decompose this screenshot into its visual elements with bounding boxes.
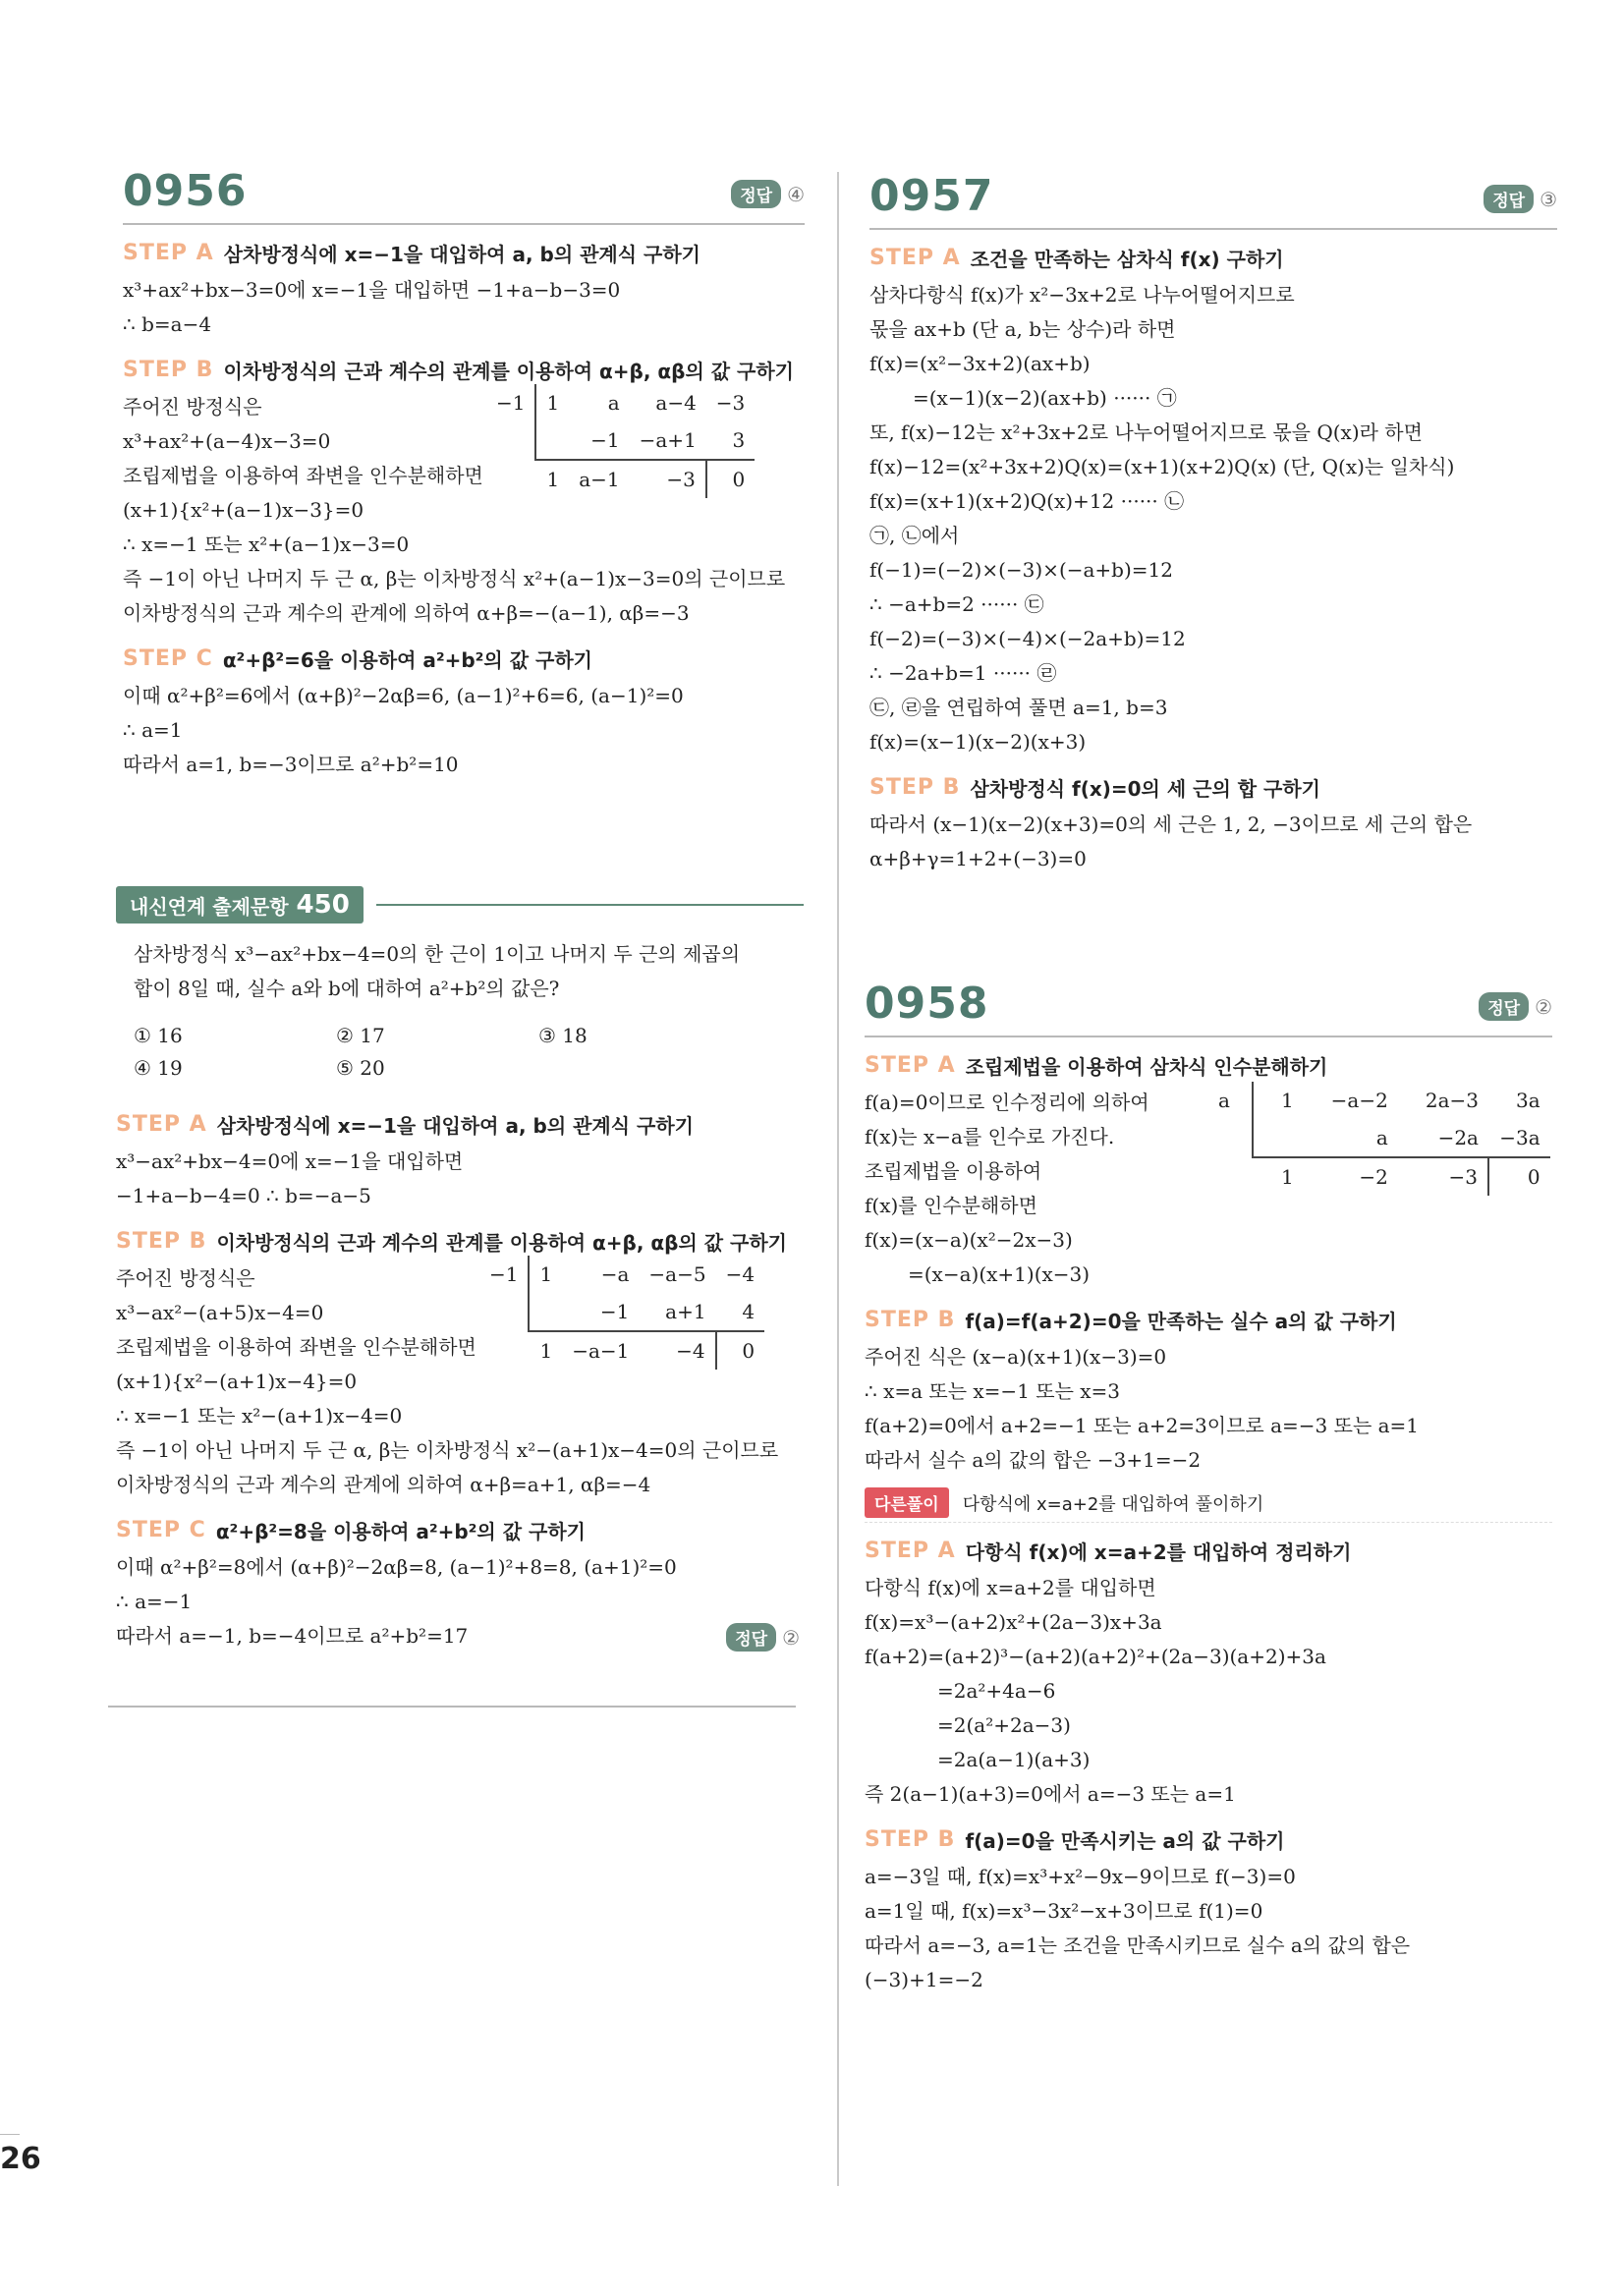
synth-cell: −1 <box>569 421 629 460</box>
solution-line: 이때 α²+β²=8에서 (α+β)²−2αβ=8, (a−1)²+8=8, (a+1)²=0 <box>116 1555 677 1579</box>
step-b-body <box>116 1261 804 1502</box>
solution-line: 따라서 (x−1)(x−2)(x+3)=0의 세 근은 1, 2, −3이므로 세 근의 합은 <box>869 812 1473 836</box>
synth-cell: −3 <box>1398 1157 1488 1196</box>
solution-line: ㉠, ㉡에서 <box>869 524 960 547</box>
solution-line: x³−ax²+bx−4=0에 x=−1을 대입하면 <box>116 1149 464 1173</box>
solution-line: 따라서 a=−3, a=1는 조건을 만족시키므로 실수 a의 값의 합은 <box>865 1933 1411 1957</box>
step-c <box>116 1516 804 1544</box>
step-a <box>123 239 805 267</box>
step-b-body <box>123 390 805 631</box>
solution-line: f(x)=(x+1)(x+2)Q(x)+12 ······ ㉡ <box>869 489 1185 513</box>
step-title: 삼차방정식에 x=−1을 대입하여 a, b의 관계식 구하기 <box>223 243 700 266</box>
synth-root: a <box>1208 1082 1253 1119</box>
synth-cell <box>1253 1119 1304 1157</box>
related-problem-section <box>116 886 804 1653</box>
solution-line: 주어진 방정식은 <box>116 1266 255 1290</box>
choice-item: ④ 19 <box>134 1056 183 1080</box>
solution-line: a=−3일 때, f(x)=x³+x²−9x−9이므로 f(−3)=0 <box>865 1865 1296 1888</box>
synth-cell: −3 <box>715 391 746 415</box>
related-tag <box>116 886 364 924</box>
answer-indicator <box>731 180 805 208</box>
synth-cell: 1 <box>539 1339 553 1363</box>
synth-cell: a+1 <box>639 1293 715 1331</box>
problem-header <box>869 167 1557 230</box>
solution-line: (−3)+1=−2 <box>865 1968 983 1991</box>
step-a <box>116 1110 804 1139</box>
synthetic-division <box>1208 1082 1550 1196</box>
final-line-wrap <box>116 1619 804 1653</box>
synth-cell: 1 <box>546 468 560 491</box>
solution-line: 주어진 방정식은 <box>123 395 262 419</box>
synth-cell: −a+1 <box>630 421 706 460</box>
synth-cell: −3a <box>1488 1119 1550 1157</box>
alt-badge: 다른풀이 <box>865 1487 949 1518</box>
synth-cell: −a−5 <box>648 1262 706 1286</box>
solution-line: ∴ x=−1 또는 x²−(a+1)x−4=0 <box>116 1404 403 1428</box>
step-title: 조립제법을 이용하여 삼차식 인수분해하기 <box>965 1055 1328 1079</box>
solution-line: ∴ x=−1 또는 x²+(a−1)x−3=0 <box>123 532 410 556</box>
solution-line: 따라서 a=−1, b=−4이므로 a²+b²=17 <box>116 1624 469 1648</box>
problem-header <box>865 975 1552 1037</box>
solution-line: 삼차다항식 f(x)가 x²−3x+2로 나누어떨어지므로 <box>869 283 1295 307</box>
solution-line: 즉 −1이 아닌 나머지 두 근 α, β는 이차방정식 x²−(a+1)x−4=0의 근이므로 <box>116 1438 779 1462</box>
step-tag: STEP A <box>865 1053 956 1078</box>
problem-0956 <box>123 162 805 782</box>
solution-line: 조립제법을 이용하여 <box>865 1159 1042 1183</box>
synth-cell: −4 <box>639 1331 715 1370</box>
synth-cell: 1 <box>1280 1165 1294 1189</box>
solution-line: 이차방정식의 근과 계수의 관계에 의하여 α+β=−(a−1), αβ=−3 <box>123 601 690 625</box>
solution-line: f(x)=(x−1)(x−2)(x+3) <box>869 730 1087 754</box>
synth-cell: −a <box>600 1262 630 1286</box>
solution-line: (x+1){x²−(a+1)x−4}=0 <box>116 1370 358 1393</box>
solution-line: 또, f(x)−12는 x²+3x+2로 나누어떨어지므로 몫을 Q(x)라 하면 <box>869 420 1423 444</box>
solution-line: (x+1){x²+(a−1)x−3}=0 <box>123 498 364 522</box>
solution-line: ∴ b=a−4 <box>123 312 212 336</box>
step-title: α²+β²=8을 이용하여 a²+b²의 값 구하기 <box>215 1520 586 1543</box>
synth-cell: −2a <box>1398 1119 1488 1157</box>
problem-0958 <box>865 975 1552 1997</box>
choice-item: ① 16 <box>134 1024 183 1047</box>
solution-line: =(x−a)(x+1)(x−3) <box>908 1262 1091 1286</box>
related-solution <box>116 1110 804 1653</box>
synth-cell: 3a <box>1515 1089 1540 1112</box>
answer-indicator <box>726 1623 800 1652</box>
step-tag: STEP B <box>123 358 214 382</box>
step-title: 삼차방정식에 x=−1을 대입하여 a, b의 관계식 구하기 <box>216 1114 694 1138</box>
solution-line: =(x−1)(x−2)(ax+b) ······ ㉠ <box>913 386 1177 410</box>
answer-badge: 정답 <box>1484 185 1534 213</box>
step-b <box>865 1306 1552 1334</box>
solution-line: x³+ax²+(a−4)x−3=0 <box>123 429 331 453</box>
step-title: 이차방정식의 근과 계수의 관계를 이용하여 α+β, αβ의 값 구하기 <box>216 1231 787 1255</box>
step-title: f(a)=f(a+2)=0을 만족하는 실수 a의 값 구하기 <box>965 1310 1397 1333</box>
step-a <box>869 244 1557 272</box>
synth-cell: a−4 <box>655 391 697 415</box>
solution-line: 조립제법을 이용하여 좌변을 인수분해하면 <box>116 1335 476 1359</box>
alt-step-b <box>865 1825 1552 1854</box>
synth-cell: −4 <box>725 1262 756 1286</box>
step-c <box>123 644 805 673</box>
synth-cell: 1 <box>546 391 560 415</box>
solution-line: 다항식 f(x)에 x=a+2를 대입하면 <box>865 1576 1156 1599</box>
solution-line: f(x)=(x²−3x+2)(ax+b) <box>869 352 1091 375</box>
solution-line: ∴ −a+b=2 ······ ㉢ <box>869 592 1044 616</box>
solution-line: x³+ax²+bx−3=0에 x=−1을 대입하면 −1+a−b−3=0 <box>123 278 621 302</box>
solution-line: f(−2)=(−3)×(−4)×(−2a+b)=12 <box>869 627 1186 650</box>
answer-value: ② <box>1535 994 1552 1019</box>
step-tag: STEP B <box>865 1827 956 1852</box>
alt-title: 다항식에 x=a+2를 대입하여 풀이하기 <box>962 1493 1264 1515</box>
synth-cell: −1 <box>562 1293 639 1331</box>
synth-cell: −2 <box>1359 1165 1388 1189</box>
answer-badge: 정답 <box>731 180 781 208</box>
solution-line: 이차방정식의 근과 계수의 관계에 의하여 α+β=a+1, αβ=−4 <box>116 1473 651 1496</box>
problem-0957 <box>869 167 1557 876</box>
solution-line: f(a+2)=(a+2)³−(a+2)(a+2)²+(2a−3)(a+2)+3a <box>865 1645 1326 1668</box>
problem-number: 0958 <box>865 979 989 1029</box>
step-tag: STEP A <box>116 1112 207 1137</box>
question-line: 삼차방정식 x³−ax²+bx−4=0의 한 근이 1이고 나머지 두 근의 제곱의 <box>134 942 741 966</box>
synth-cell: 2a−3 <box>1425 1089 1479 1112</box>
related-rule <box>376 904 804 906</box>
synth-cell: a <box>607 391 620 415</box>
step-b <box>869 773 1557 802</box>
step-tag: STEP B <box>869 775 961 800</box>
solution-line: =2a²+4a−6 <box>937 1679 1056 1703</box>
related-header <box>116 886 804 925</box>
step-title: 조건을 만족하는 삼차식 f(x) 구하기 <box>970 248 1284 271</box>
synth-cell: −3 <box>630 460 706 498</box>
choice-item: ⑤ 20 <box>336 1056 385 1080</box>
step-tag: STEP A <box>865 1539 956 1563</box>
step-tag: STEP A <box>869 246 961 270</box>
solution-line: ㉢, ㉣을 연립하여 풀면 a=1, b=3 <box>869 696 1168 719</box>
solution-line: =2(a²+2a−3) <box>937 1713 1071 1737</box>
solution-line: 이때 α²+β²=6에서 (α+β)²−2αβ=6, (a−1)²+6=6, (a−1)²=0 <box>123 684 684 707</box>
column-divider <box>837 172 839 2186</box>
solution-line: ∴ x=a 또는 x=−1 또는 x=3 <box>865 1379 1121 1403</box>
solution-line: 몫을 ax+b (단 a, b는 상수)라 하면 <box>869 317 1176 341</box>
step-b <box>123 356 805 384</box>
synth-cell: −a−2 <box>1330 1089 1388 1112</box>
solution-line: 주어진 식은 (x−a)(x+1)(x−3)=0 <box>865 1345 1167 1369</box>
step-tag: STEP A <box>123 241 214 265</box>
step-tag: STEP C <box>123 646 213 671</box>
solution-line: f(x)=(x−a)(x²−2x−3) <box>865 1228 1073 1252</box>
step-title: α²+β²=6을 이용하여 a²+b²의 값 구하기 <box>222 648 592 672</box>
step-tag: STEP B <box>865 1308 956 1332</box>
solution-line: 따라서 a=1, b=−3이므로 a²+b²=10 <box>123 753 459 776</box>
step-title: f(a)=0을 만족시키는 a의 값 구하기 <box>965 1829 1285 1853</box>
related-number: 450 <box>296 890 350 920</box>
solution-line: f(a)=0이므로 인수정리에 의하여 <box>865 1091 1149 1114</box>
alt-step-a <box>865 1537 1552 1565</box>
solution-line: α+β+γ=1+2+(−3)=0 <box>869 847 1087 870</box>
step-tag: STEP C <box>116 1518 206 1542</box>
answer-value: ④ <box>787 182 805 206</box>
solution-line: f(−1)=(−2)×(−3)×(−a+b)=12 <box>869 558 1173 582</box>
answer-value: ② <box>782 1625 800 1650</box>
problem-header <box>123 162 805 225</box>
step-a-body <box>865 1086 1552 1292</box>
synth-cell <box>529 1293 562 1331</box>
solution-line: f(x)−12=(x²+3x+2)Q(x)=(x+1)(x+2)Q(x) (단, Q(x)는 일차식) <box>869 455 1455 478</box>
solution-line: f(a+2)=0에서 a+2=−1 또는 a+2=3이므로 a=−3 또는 a=1 <box>865 1414 1420 1437</box>
page-number-rule <box>0 2134 20 2135</box>
step-title: 다항식 f(x)에 x=a+2를 대입하여 정리하기 <box>965 1540 1352 1564</box>
section-end-rule <box>108 1706 796 1708</box>
solution-line: f(x)를 인수분해하면 <box>865 1194 1037 1217</box>
step-title: 삼차방정식 f(x)=0의 세 근의 합 구하기 <box>970 777 1320 801</box>
step-a <box>865 1051 1552 1080</box>
synth-cell: a <box>1304 1119 1398 1157</box>
synth-cell: 4 <box>716 1293 764 1331</box>
solution-line: ∴ −2a+b=1 ······ ㉣ <box>869 661 1057 685</box>
solution-line: a=1일 때, f(x)=x³−3x²−x+3이므로 f(1)=0 <box>865 1899 1263 1923</box>
synth-cell: −a−1 <box>572 1339 630 1363</box>
choice-item: ③ 18 <box>538 1024 588 1047</box>
problem-number: 0956 <box>123 166 248 216</box>
synth-cell: 3 <box>706 421 755 460</box>
synth-root: −1 <box>486 384 535 421</box>
synth-cell: a−1 <box>579 468 620 491</box>
synth-cell: 1 <box>539 1262 553 1286</box>
alternative-solution-header <box>865 1487 1552 1523</box>
synth-cell <box>535 421 569 460</box>
answer-value: ③ <box>1540 187 1557 211</box>
step-tag: STEP B <box>116 1229 207 1254</box>
solution-line: −1+a−b−4=0 ∴ b=−a−5 <box>116 1184 371 1207</box>
problem-number: 0957 <box>869 171 994 221</box>
synth-remainder: 0 <box>716 1331 764 1370</box>
question-line: 합이 8일 때, 실수 a와 b에 대하여 a²+b²의 값은? <box>134 977 560 1000</box>
answer-badge: 정답 <box>1479 992 1529 1021</box>
solution-line: ∴ a=1 <box>123 718 183 742</box>
choice-item: ② 17 <box>336 1024 385 1047</box>
step-title: 이차방정식의 근과 계수의 관계를 이용하여 α+β, αβ의 값 구하기 <box>223 360 794 383</box>
related-label: 내신연계 출제문항 <box>130 894 289 919</box>
answer-indicator <box>1479 992 1552 1021</box>
solution-line: f(x)=x³−(a+2)x²+(2a−3)x+3a <box>865 1610 1162 1634</box>
related-question <box>116 925 804 1085</box>
answer-badge: 정답 <box>726 1623 776 1652</box>
synthetic-division <box>479 1256 764 1370</box>
solution-line: 조립제법을 이용하여 좌변을 인수분해하면 <box>123 464 483 487</box>
solution-line: ∴ a=−1 <box>116 1590 193 1613</box>
solution-line: 즉 2(a−1)(a+3)=0에서 a=−3 또는 a=1 <box>865 1782 1236 1806</box>
synth-remainder: 0 <box>706 460 755 498</box>
solution-line: f(x)는 x−a를 인수로 가진다. <box>865 1125 1115 1148</box>
solution-line: x³−ax²−(a+5)x−4=0 <box>116 1301 324 1324</box>
synth-cell: 1 <box>1280 1089 1294 1112</box>
synthetic-division <box>486 384 755 498</box>
solution-line: =2a(a−1)(a+3) <box>937 1748 1091 1771</box>
choices <box>134 1020 804 1085</box>
answer-indicator <box>1484 185 1557 213</box>
solution-line: 즉 −1이 아닌 나머지 두 근 α, β는 이차방정식 x²+(a−1)x−3=0의 근이므로 <box>123 567 786 590</box>
page-number: 26 <box>0 2142 41 2176</box>
synth-root: −1 <box>479 1256 529 1293</box>
synth-remainder: 0 <box>1488 1157 1550 1196</box>
solution-line: 따라서 실수 a의 값의 합은 −3+1=−2 <box>865 1448 1202 1472</box>
step-b <box>116 1227 804 1256</box>
